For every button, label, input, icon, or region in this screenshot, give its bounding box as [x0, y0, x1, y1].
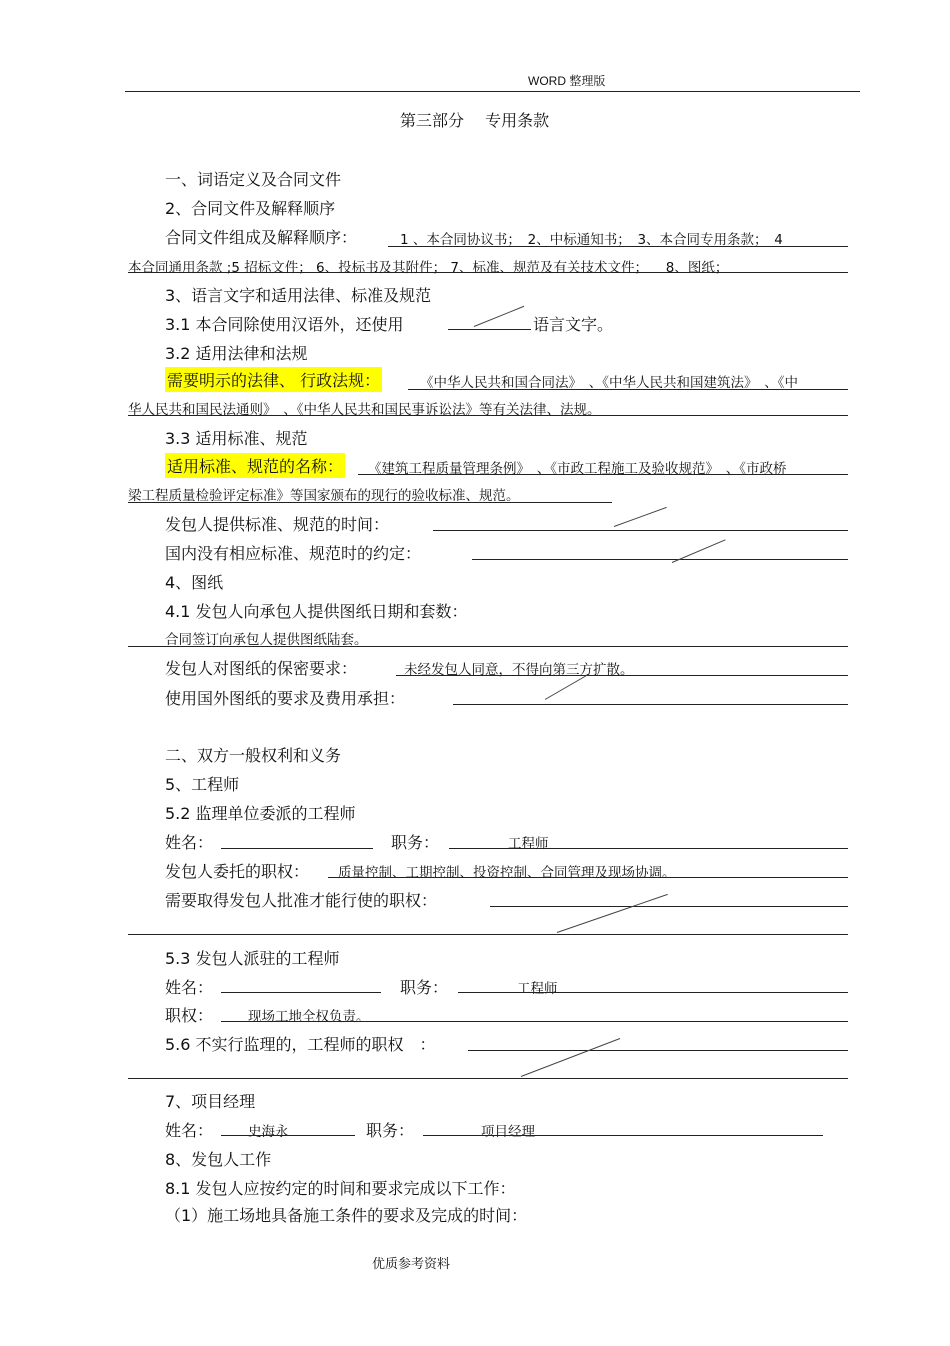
pm-name-value: 史海永 — [248, 1124, 289, 1140]
engineer-name-field — [221, 848, 373, 849]
clause-3-2-heading: 3.2 适用法律和法规 — [165, 344, 308, 363]
order-label: 合同文件组成及解释顺序： — [165, 228, 358, 247]
section-heading-1: 一、词语定义及合同文件 — [165, 170, 342, 189]
resident-engineer-title-label: 职务： — [400, 978, 449, 997]
strike-slash — [614, 507, 667, 527]
pm-name-label: 姓名： — [165, 1121, 214, 1140]
law-label: 需要明示的法律、 行政法规： — [165, 367, 382, 392]
law-value-line2: 华人民共和国民法通则》 、《中华人民共和国民事诉讼法》等有关法律、法规。 — [128, 402, 601, 418]
clause-4-1-heading: 4.1 发包人向承包人提供图纸日期和套数： — [165, 602, 468, 621]
law-underline-2 — [128, 415, 848, 416]
clause-8-heading: 8、发包人工作 — [165, 1150, 272, 1169]
resident-power-value: 现场工地全权负责。 — [248, 1009, 370, 1025]
clause-5-3-heading: 5.3 发包人派驻的工程师 — [165, 949, 340, 968]
engineer-title-label: 职务： — [391, 833, 440, 852]
resident-power-underline — [221, 1021, 848, 1022]
pm-name-field — [221, 1135, 355, 1136]
clause-3-heading: 3、语言文字和适用法律、标准及规范 — [165, 286, 432, 305]
resident-engineer-name-field — [221, 992, 381, 993]
no-standard-field — [472, 559, 848, 560]
engineer-title-field — [449, 848, 848, 849]
approval-required-field-2 — [128, 934, 848, 935]
order-underline-2 — [128, 272, 848, 273]
page-header: WORD 整理版 — [528, 74, 606, 88]
foreign-drawings-field — [453, 704, 848, 705]
confidentiality-value: 未经发包人同意，不得向第三方扩散。 — [404, 662, 634, 678]
standards-value-line1: 《建筑工程质量管理条例》 、《市政工程施工及验收规范》 、《市政桥 — [368, 461, 787, 477]
pm-title-field — [423, 1135, 823, 1136]
clause-5-2-heading: 5.2 监理单位委派的工程师 — [165, 804, 356, 823]
strike-slash — [521, 1038, 620, 1077]
engineer-name-label: 姓名： — [165, 833, 214, 852]
resident-engineer-title-field — [458, 992, 848, 993]
confidentiality-underline — [396, 675, 848, 676]
clause-8-1-item-1: （1）施工场地具备施工条件的要求及完成的时间： — [165, 1206, 528, 1225]
order-underline-1 — [388, 246, 848, 247]
page-title: 第三部分 专用条款 — [400, 111, 550, 130]
engineer-title-value: 工程师 — [508, 836, 549, 852]
clause-4-heading: 4、图纸 — [165, 573, 224, 592]
clause-8-1-heading: 8.1 发包人应按约定的时间和要求完成以下工作： — [165, 1179, 516, 1198]
standards-value-line2: 梁工程质量检验评定标准》等国家颁布的现行的验收标准、规范。 — [128, 488, 520, 504]
resident-engineer-title-value: 工程师 — [517, 981, 558, 997]
section-heading-2: 二、双方一般权利和义务 — [165, 746, 342, 765]
clause-5-6-field-2 — [128, 1078, 848, 1079]
delegated-authority-value: 质量控制、工期控制、投资控制、合同管理及现场协调。 — [338, 865, 676, 881]
pm-title-value: 项目经理 — [481, 1124, 535, 1140]
approval-required-field — [490, 906, 848, 907]
order-value-line1: 1 、本合同协议书； 2、中标通知书； 3、本合同专用条款； 4 — [400, 232, 783, 248]
delegated-authority-underline — [328, 877, 848, 878]
standards-underline-1 — [358, 474, 848, 475]
resident-power-label: 职权： — [165, 1006, 214, 1025]
language-field — [448, 329, 531, 330]
resident-engineer-name-label: 姓名： — [165, 978, 214, 997]
clause-5-6-label: 5.6 不实行监理的，工程师的职权 ： — [165, 1035, 436, 1054]
header-rule — [125, 91, 860, 92]
law-underline-1 — [408, 389, 848, 390]
delegated-authority-label: 发包人委托的职权： — [165, 862, 310, 881]
clause-5-6-field — [468, 1050, 848, 1051]
clause-7-heading: 7、项目经理 — [165, 1092, 256, 1111]
clause-3-1-suffix: 语言文字。 — [533, 315, 614, 334]
confidentiality-label: 发包人对图纸的保密要求： — [165, 659, 358, 678]
no-standard-label: 国内没有相应标准、规范时的约定： — [165, 544, 422, 563]
strike-slash — [557, 894, 668, 933]
standards-time-label: 发包人提供标准、规范的时间： — [165, 515, 390, 534]
clause-3-1-prefix: 3.1 本合同除使用汉语外，还使用 — [165, 315, 404, 334]
page-footer: 优质参考资料 — [372, 1257, 451, 1272]
order-value-line2: 本合同通用条款 ;5 招标文件； 6、投标书及其附件； 7、标准、规范及有关技术文件； 8、图纸； — [128, 260, 729, 276]
strike-slash — [474, 306, 524, 327]
drawings-provision-underline — [128, 646, 848, 647]
standards-time-field — [433, 530, 848, 531]
approval-required-label: 需要取得发包人批准才能行使的职权： — [165, 891, 438, 910]
drawings-provision-value: 合同签订向承包人提供图纸陆套。 — [165, 632, 368, 648]
clause-2-heading: 2、合同文件及解释顺序 — [165, 199, 336, 218]
foreign-drawings-label: 使用国外图纸的要求及费用承担： — [165, 689, 406, 708]
pm-title-label: 职务： — [366, 1121, 415, 1140]
clause-3-3-heading: 3.3 适用标准、规范 — [165, 429, 308, 448]
standards-label: 适用标准、规范的名称： — [165, 453, 345, 478]
clause-5-heading: 5、工程师 — [165, 775, 240, 794]
standards-underline-2 — [128, 502, 612, 503]
law-value-line1: 《中华人民共和国合同法》 、《中华人民共和国建筑法》 、《中 — [420, 375, 798, 391]
